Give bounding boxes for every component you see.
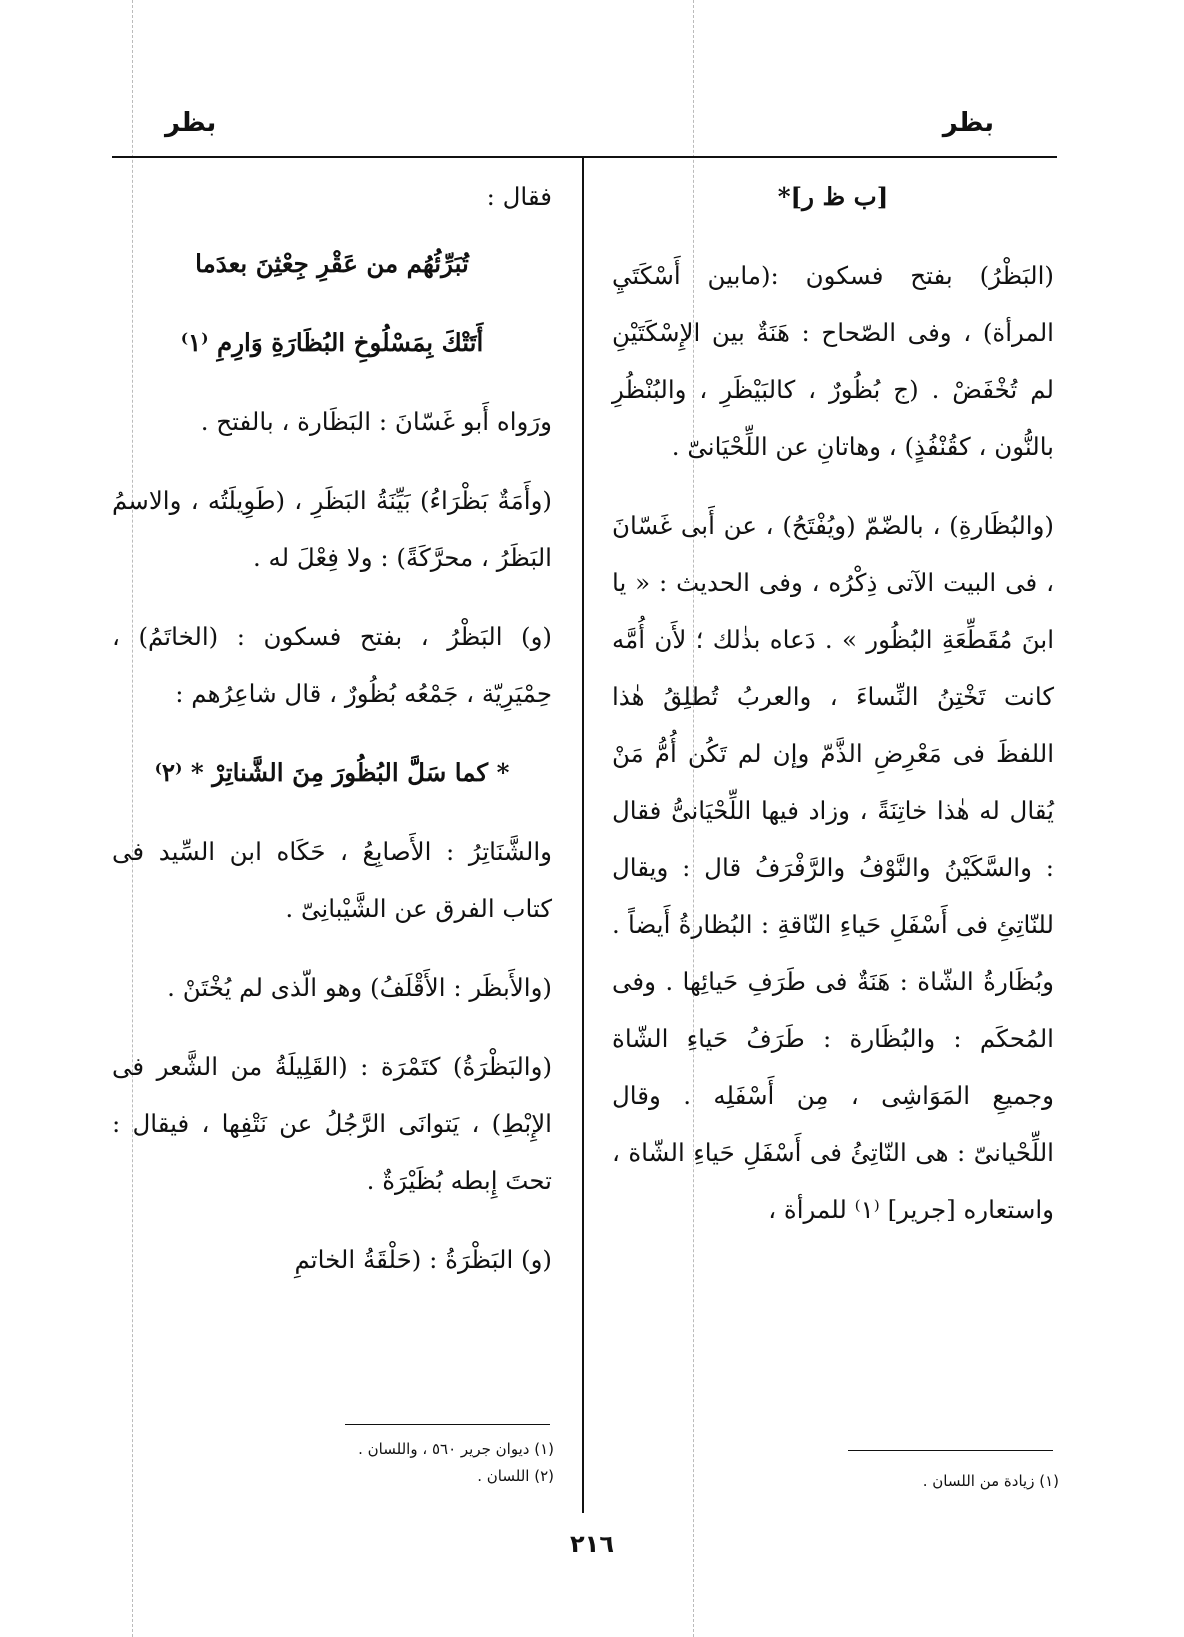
footnote: (١) ديوان جرير ٥٦٠ ، واللسان . xyxy=(358,1440,554,1458)
column-divider xyxy=(582,158,584,1513)
paragraph: (و) البَظْرَةُ : (حَلْقَةُ الخاتمِ xyxy=(294,1245,552,1274)
paragraph: (والأَبظَر : الأَقْلَفُ) وهو الّذى لم يُخْتَنْ . xyxy=(167,973,552,1002)
paragraph: (وأَمَةٌ بَظْرَاءُ) بَيِّنَةُ البَظَرِ ، (طَوِيلَتُه ، والاسمُ البَظَرُ ، محرَّكَةً) : ولا فِعْلَ له . xyxy=(112,486,552,572)
paragraph: ورَواه أَبو غَسّانَ : البَظَارة ، بالفتح . xyxy=(200,407,552,436)
entry-title: [ب ظ ر]* xyxy=(777,182,889,211)
running-head-left: بظر xyxy=(165,108,217,138)
paragraph: (والبَظْرَةُ) كتَمْرَة : (القَلِيلَةُ من الشَّعر فى الإِبْطِ) ، يَتوانَى الرَّجُلُ عن نَتْفِها ، فيقال : تحتَ إِبطه بُظَيْرَةٌ . xyxy=(112,1052,552,1195)
paragraph: (و) البَظْرُ ، بفتح فسكون : (الخاتَمُ) ، حِمْيَرِيّة ، جَمْعُه بُظُورٌ ، قال شاعِرُهم : xyxy=(112,622,552,708)
poem-line: * كما سَلَّ البُظُورَ مِنَ الشَّناتِرْ * ⁽٢⁾ xyxy=(154,758,510,787)
paragraph: والشَّنَاتِرُ : الأَصابِعُ ، حَكَاه ابن السِّيد فى كتاب الفرق عن الشَّيْبانِىّ . xyxy=(112,837,552,923)
footnote: (٢) اللسان . xyxy=(477,1467,554,1485)
header-rule xyxy=(112,156,1057,158)
paragraph: (البَظْرُ) بفتح فسكون :(مابين أَسْكَتَيِ المرأة) ، وفى الصّحاح : هَنَةٌ بين الإِسْكَتَيْنِ لم تُخْفَضْ . (ج بُظُورٌ ، كالبَيْظَرِ ، والبُنْظُرِ بالنُّون ، كقُنْفُذٍ) ، وهاتانِ عن اللِّحْيَانىّ . xyxy=(612,261,1054,461)
running-head-right: بظر xyxy=(942,108,994,138)
paragraph: (والبُظَارةِ) ، بالضّمّ (ويُفْتَحُ) ، عن أَبى غَسّانَ ، فى البيت الآتى ذِكْرُه ، وفى الحديث : « يا ابنَ مُقَطِّعَةِ البُظُور » . دَعاه بذٰلك ؛ لأَن أُمَّه كانت تَخْتِنُ النِّساءَ ، والعربُ تُطلِقُ هٰذا اللفظَ فى مَعْرِضِ الذَّمّ وإن لم تَكُن أُمُّ مَنْ يُقال له هٰذا خاتِنَةً ، وزاد فيها اللِّحْيَانىُّ فقال : والسَّكَيْنُ والنَّوْفُ والرَّفْرَفُ قال : ويقال للنّاتِئِ فى أَسْفَلِ حَياءِ النّاقةِ : البُظارةُ أَيضاً . وبُظَارةُ الشّاة : هَنَةٌ فى طَرَفِ حَيائِها . وفى المُحكَم : والبُظَارة : طَرَفُ حَياءِ الشّاة وجميعِ المَوَاشِى ، مِن أَسْفَلِه . وقال اللِّحْيانىّ : هى النّاتِئُ فى أَسْفَلِ حَياءِ الشّاة ، واستعاره [جرير] ⁽١⁾ للمرأة ، xyxy=(612,511,1054,1224)
page-number: ٢١٦ xyxy=(570,1530,614,1558)
footnotes-right xyxy=(659,1468,1059,1495)
footnotes-left xyxy=(134,1436,554,1490)
footnote: (١) زيادة من اللسان . xyxy=(922,1472,1059,1490)
footnote-rule-right xyxy=(848,1450,1053,1451)
poem-line: أَتَتْكَ بِمَسْلُوخِ البُظَارَةِ وَارِمِ ⁽١⁾ xyxy=(180,328,484,357)
poem-line: تُبَرِّئُهُم من عَقْرِ جِعْثِنَ بعدَما xyxy=(195,249,469,278)
right-column xyxy=(612,168,1054,1260)
left-column xyxy=(112,168,552,1310)
footnote-rule-left xyxy=(345,1424,550,1425)
paragraph: فقال : xyxy=(486,182,552,211)
